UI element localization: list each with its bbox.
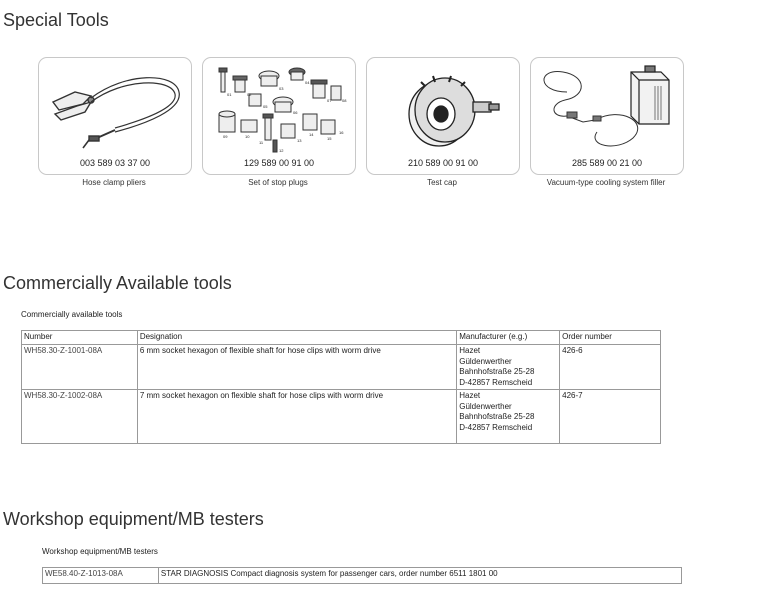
plug-label: 09 [223,134,228,139]
tool-number: 129 589 00 91 00 [243,158,315,168]
plug-label: 13 [297,138,302,143]
header-manufacturer: Manufacturer (e.g.) [457,331,560,345]
header-designation: Designation [137,331,456,345]
header-order-number: Order number [560,331,661,345]
table-header-row [22,331,661,345]
header-number: Number [22,331,138,345]
cell-order-number: 426-6 [560,345,661,390]
plug-label: 07 [327,98,332,103]
tool-card-stop-plugs [202,57,356,175]
manufacturer-line: Bahnhofstraße 25-28 [459,412,535,421]
workshop-table-title: Workshop equipment/MB testers [42,547,158,556]
test-cap-illustration [373,62,513,154]
tool-card-vacuum-filler [530,57,684,175]
tool-number: 210 589 00 91 00 [407,158,479,168]
plug-label: 06 [293,110,298,115]
plug-label: 04 [305,80,310,85]
plug-label: 03 [279,86,284,91]
cell-manufacturer [457,390,560,444]
table-row [22,390,661,444]
cell-manufacturer [457,345,560,390]
manufacturer-line: Hazet [459,346,481,355]
tool-caption: Test cap [427,178,457,187]
plug-label: 14 [309,132,314,137]
plug-label: 01 [227,92,232,97]
plug-label: 12 [279,148,284,153]
cell-designation: STAR DIAGNOSIS Compact diagnosis system for passenger cars, order number 6511 1801 00 [158,568,681,584]
workshop-equipment-table [42,567,682,584]
section-title-workshop-equipment: Workshop equipment/MB testers [3,509,264,529]
tool-number: 285 589 00 21 00 [571,158,643,168]
cell-order-number: 426-7 [560,390,661,444]
plug-label: 15 [327,136,332,141]
manufacturer-line: Hazet [459,391,481,400]
plug-label: 05 [263,104,268,109]
cell-number: WH58.30-Z-1002-08A [22,390,138,444]
plug-label: 16 [339,130,344,135]
manufacturer-line: Bahnhofstraße 25-28 [459,367,535,376]
section-title-commercial-tools: Commercially Available tools [3,273,232,293]
stop-plugs-illustration [209,62,349,154]
plug-label: 11 [259,140,264,145]
table-row [43,568,682,584]
tool-caption: Set of stop plugs [248,178,308,187]
cell-number: WE58.40-Z-1013-08A [43,568,159,584]
table-row [22,345,661,390]
cell-designation: 7 mm socket hexagon on flexible shaft for hose clips with worm drive [137,390,456,444]
plug-label: 08 [342,98,347,103]
manufacturer-line: Güldenwerther [459,356,512,366]
hose-clamp-pliers-illustration [45,62,185,154]
section-title-special-tools: Special Tools [3,10,109,30]
tool-card-test-cap [366,57,520,175]
cell-designation: 6 mm socket hexagon of flexible shaft for hose clips with worm drive [137,345,456,390]
tool-caption: Hose clamp pliers [82,178,146,187]
commercial-tools-table [21,330,661,444]
tool-caption: Vacuum-type cooling system filler [546,178,666,187]
cell-number: WH58.30-Z-1001-08A [22,345,138,390]
tool-number: 003 589 03 37 00 [79,158,151,168]
tool-card-hose-clamp-pliers [38,57,192,175]
manufacturer-line: D-42857 Remscheid [459,422,533,432]
plug-label: 10 [245,134,250,139]
manufacturer-line: D-42857 Remscheid [459,377,533,387]
plug-label: 02 [247,92,252,97]
commercial-table-title: Commercially available tools [21,310,123,319]
vacuum-filler-illustration [537,62,677,154]
manufacturer-line: Güldenwerther [459,401,512,411]
